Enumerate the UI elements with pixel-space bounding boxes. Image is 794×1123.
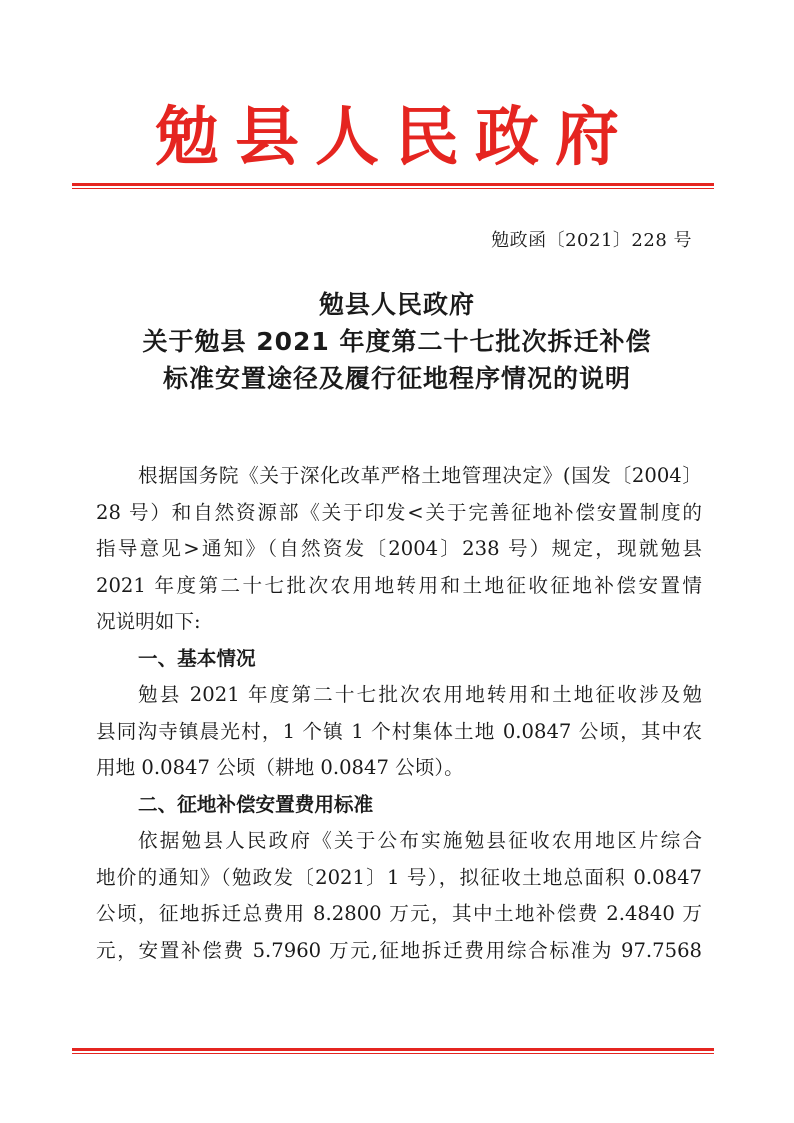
paragraph-2-line: 县同沟寺镇晨光村，1 个镇 1 个村集体土地 0.0847 公顷，其中农 — [96, 719, 702, 743]
document-title — [60, 286, 734, 397]
paragraph-1-line: 根据国务院《关于深化改革严格土地管理决定》(国发〔2004〕 — [138, 464, 702, 487]
title-line-3: 标准安置途径及履行征地程序情况的说明 — [162, 364, 631, 393]
paragraph-1-line: 况说明如下: — [96, 610, 201, 633]
paragraph-3-line: 地价的通知》（勉政发〔2021〕1 号），拟征收土地总面积 0.0847 — [96, 865, 702, 889]
section-heading-compensation: 二、征地补偿安置费用标准 — [138, 792, 374, 816]
title-line-2: 关于勉县 2021 年度第二十七批次拆迁补偿 — [142, 327, 652, 356]
paragraph-3-line: 依据勉县人民政府《关于公布实施勉县征收农用地区片综合 — [138, 829, 702, 852]
paragraph-2-line: 勉县 2021 年度第二十七批次农用地转用和土地征收涉及勉 — [138, 683, 702, 706]
paragraph-1-line: 28 号）和自然资源部《关于印发<关于完善征地补偿安置制度的 — [96, 500, 702, 524]
paragraph-1-line: 指导意见>通知》（自然资发〔2004〕238 号）规定，现就勉县 — [96, 537, 702, 560]
header-red-rule-thin — [72, 188, 714, 189]
title-line-1: 勉县人民政府 — [318, 290, 475, 319]
header-red-rule — [72, 183, 714, 186]
document-body — [96, 458, 702, 969]
footer-red-rule — [72, 1048, 714, 1051]
paragraph-2-line: 用地 0.0847 公顷（耕地 0.0847 公顷）。 — [96, 756, 464, 779]
paragraph-3-line: 公顷，征地拆迁总费用 8.2800 万元，其中土地补偿费 2.4840 万 — [96, 902, 702, 925]
paragraph-1-line: 2021 年度第二十七批次农用地转用和土地征收征地补偿安置情 — [96, 573, 702, 597]
section-heading-basic-info: 一、基本情况 — [138, 646, 256, 670]
paragraph-3-line: 元，安置补偿费 5.7960 万元,征地拆迁费用综合标准为 97.7568 — [96, 938, 702, 962]
org-header-title: 勉县人民政府 — [155, 101, 635, 175]
document-number: 勉政函〔2021〕228 号 — [491, 230, 692, 251]
footer-red-rule-thin — [72, 1053, 714, 1054]
